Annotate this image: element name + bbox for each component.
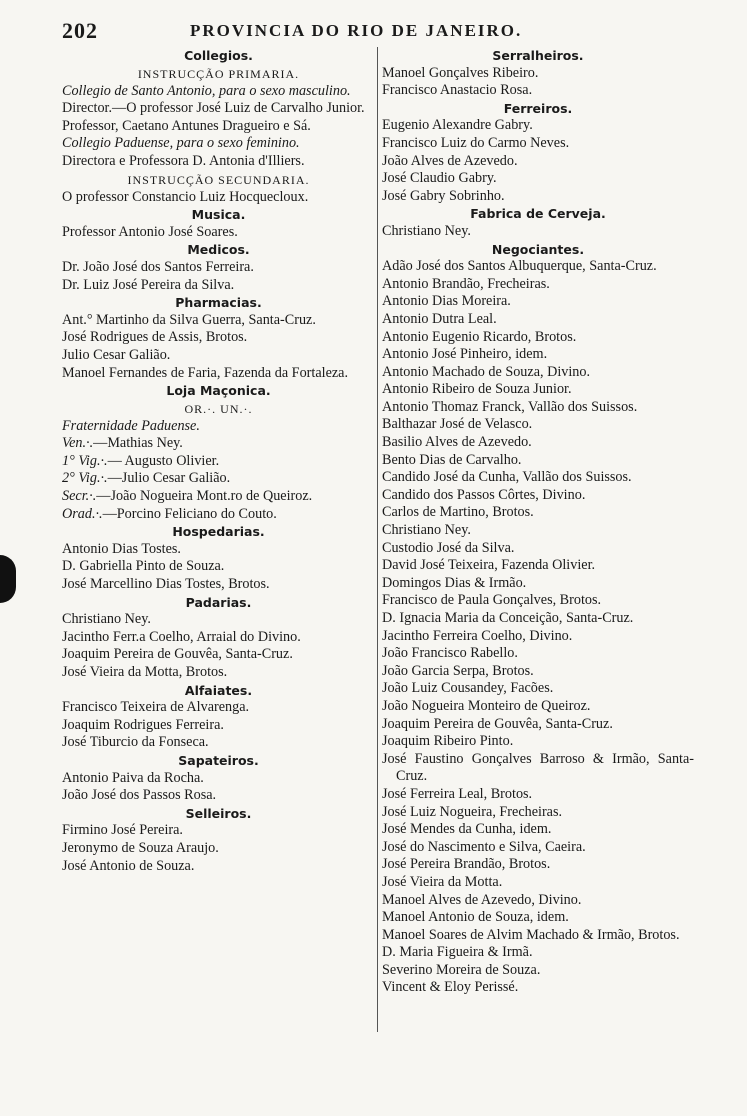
- section-heading: Negociantes.: [491, 241, 585, 257]
- institution-name: Collegio Paduense, para o sexo feminino.: [62, 135, 300, 152]
- directory-entry: João Francisco Rabello.: [382, 645, 518, 662]
- directory-entry: Eugenio Alexandre Gabry.: [382, 117, 533, 134]
- directory-entry: Ant.° Martinho da Silva Guerra, Santa-Cruz.: [62, 311, 316, 328]
- directory-entry: Antonio Thomaz Franck, Vallão dos Suissos.: [382, 398, 638, 415]
- directory-entry: José Faustino Gonçalves Barroso & Irmão, Santa-Cruz.: [382, 750, 694, 785]
- directory-entry: D. Maria Figueira & Irmã.: [382, 944, 533, 961]
- lodge-officer: [62, 506, 375, 524]
- directory-entry: José Vieira da Motta, Brotos.: [62, 664, 228, 680]
- directory-entry: Antonio Dutra Leal.: [382, 310, 497, 327]
- directory-entry: Jacintho Ferr.a Coelho, Arraial do Divino.: [62, 628, 301, 645]
- directory-entry: João José dos Passos Rosa.: [62, 787, 217, 804]
- section-heading: Sapateiros.: [178, 752, 259, 768]
- ink-blot: [0, 555, 16, 603]
- directory-entry: Christiano Ney.: [382, 522, 471, 539]
- officer-name: —Julio Cesar Galião.: [107, 470, 231, 487]
- directory-entry: José Pereira Brandão, Brotos.: [382, 856, 551, 873]
- officer-title: Orad.·.: [62, 505, 103, 522]
- directory-entry: Antonio Ribeiro de Souza Junior.: [382, 381, 572, 398]
- directory-entry: D. Gabriella Pinto de Souza.: [62, 558, 225, 575]
- directory-entry: Antonio Paiva da Rocha.: [62, 769, 204, 786]
- right-column: [382, 47, 694, 997]
- directory-entry: Professor Antonio José Soares.: [62, 223, 238, 240]
- section-heading: Musica.: [191, 207, 246, 223]
- officer-title: 2° Vig.·.: [62, 470, 108, 487]
- directory-entry: Directora e Professora D. Antonia d'Illiers.: [62, 152, 305, 169]
- officer-name: —Porcino Feliciano do Couto.: [102, 505, 277, 522]
- directory-entry: Francisco Luiz do Carmo Neves.: [382, 134, 570, 151]
- directory-entry: Vincent & Eloy Perissé.: [382, 979, 519, 996]
- lodge-officer: [62, 453, 375, 471]
- subsection-heading: INSTRUCÇÃO SECUNDARIA.: [127, 172, 310, 187]
- directory-entry: Carlos de Martino, Brotos.: [382, 504, 534, 521]
- section-heading: Collegios.: [184, 48, 253, 63]
- directory-entry: Antonio Dias Moreira.: [382, 293, 511, 310]
- directory-entry: Dr. Luiz José Pereira da Silva.: [62, 276, 235, 293]
- directory-entry: Adão José dos Santos Albuquerque, Santa-Cruz.: [382, 258, 657, 275]
- directory-entry: João Alves de Azevedo.: [382, 152, 518, 169]
- directory-entry: José Marcellino Dias Tostes, Brotos.: [62, 576, 270, 593]
- directory-entry: José do Nascimento e Silva, Caeira.: [382, 838, 586, 855]
- section-heading: Selleiros.: [185, 805, 252, 821]
- section-heading: Serralheiros.: [492, 48, 584, 63]
- section-heading: Hospedarias.: [172, 524, 265, 540]
- subsection-heading: OR.·. UN.·.: [184, 401, 253, 416]
- directory-entry: O professor Constancio Luiz Hocquecloux.: [62, 188, 309, 205]
- directory-entry: Dr. João José dos Santos Ferreira.: [62, 258, 254, 275]
- directory-entry: Director.—O professor José Luiz de Carvalho Junior.: [62, 100, 365, 117]
- directory-entry: Manoel Soares de Alvim Machado & Irmão, Brotos.: [382, 926, 680, 943]
- directory-entry: Christiano Ney.: [382, 222, 471, 239]
- officer-title: Secr.·.: [62, 488, 97, 505]
- directory-entry: Antonio José Pinheiro, idem.: [382, 346, 548, 363]
- lodge-officer: [62, 488, 375, 506]
- officer-title: Ven.·.: [62, 435, 94, 452]
- directory-entry: José Vieira da Motta.: [382, 873, 503, 890]
- directory-entry: David José Teixeira, Fazenda Olivier.: [382, 557, 596, 574]
- directory-entry: Joaquim Ribeiro Pinto.: [382, 733, 514, 750]
- directory-entry: D. Ignacia Maria da Conceição, Santa-Cruz.: [382, 610, 634, 626]
- directory-entry: José Antonio de Souza.: [62, 857, 195, 874]
- directory-entry: Custodio José da Silva.: [382, 539, 515, 556]
- directory-entry: Antonio Dias Tostes.: [62, 540, 181, 557]
- directory-entry: Christiano Ney.: [62, 611, 151, 628]
- directory-entry: Antonio Eugenio Ricardo, Brotos.: [382, 328, 577, 345]
- officer-name: —João Nogueira Mont.ro de Queiroz.: [96, 488, 313, 505]
- directory-entry: José Gabry Sobrinho.: [382, 187, 505, 204]
- directory-entry: Francisco Anastacio Rosa.: [382, 82, 533, 99]
- lodge-officer: [62, 435, 375, 453]
- directory-entry: Manoel Fernandes de Faria, Fazenda da Fortaleza.: [62, 364, 349, 381]
- directory-entry: Julio Cesar Galião.: [62, 346, 171, 363]
- directory-entry: Firmino José Pereira.: [62, 822, 183, 839]
- directory-entry: Manoel Antonio de Souza, idem.: [382, 909, 569, 926]
- section-heading: Padarias.: [185, 594, 252, 610]
- officer-name: — Augusto Olivier.: [107, 452, 220, 469]
- directory-entry: Antonio Machado de Souza, Divino.: [382, 363, 591, 380]
- directory-entry: Manoel Gonçalves Ribeiro.: [382, 64, 539, 81]
- directory-entry: José Tiburcio da Fonseca.: [62, 734, 209, 751]
- institution-name: Collegio de Santo Antonio, para o sexo masculino.: [62, 82, 351, 99]
- officer-title: 1° Vig.·.: [62, 452, 108, 469]
- directory-entry: Manoel Alves de Azevedo, Divino.: [382, 891, 582, 908]
- subsection-heading: INSTRUCÇÃO PRIMARIA.: [137, 66, 300, 81]
- institution-name: Fraternidade Paduense.: [62, 417, 200, 434]
- section-heading: Alfaiates.: [184, 682, 253, 698]
- directory-entry: Severino Moreira de Souza.: [382, 961, 541, 978]
- directory-entry: Jeronymo de Souza Araujo.: [62, 839, 219, 856]
- directory-entry: José Claudio Gabry.: [382, 170, 497, 187]
- directory-entry: Basilio Alves de Azevedo.: [382, 434, 532, 451]
- section-heading: Pharmacias.: [175, 295, 262, 311]
- section-heading: Medicos.: [187, 242, 250, 258]
- directory-entry: Bento Dias de Carvalho.: [382, 451, 522, 468]
- directory-entry: José Ferreira Leal, Brotos.: [382, 785, 533, 802]
- directory-entry: José Mendes da Cunha, idem.: [382, 821, 552, 838]
- directory-entry: José Rodrigues de Assis, Brotos.: [62, 329, 248, 346]
- page-header: [62, 18, 682, 46]
- directory-entry: Candido dos Passos Côrtes, Divino.: [382, 486, 586, 503]
- section-heading: Ferreiros.: [503, 100, 573, 116]
- directory-entry: Joaquim Pereira de Gouvêa, Santa-Cruz.: [382, 715, 613, 732]
- directory-entry: Francisco de Paula Gonçalves, Brotos.: [382, 592, 602, 609]
- directory-entry: João Nogueira Monteiro de Queiroz.: [382, 697, 591, 714]
- directory-entry: Joaquim Pereira de Gouvêa, Santa-Cruz.: [62, 646, 293, 663]
- directory-entry: Joaquim Rodrigues Ferreira.: [62, 716, 224, 733]
- directory-entry: Domingos Dias & Irmão.: [382, 574, 527, 591]
- left-column: [62, 47, 375, 875]
- directory-entry: João Garcia Serpa, Brotos.: [382, 662, 534, 679]
- directory-entry: Antonio Brandão, Frecheiras.: [382, 275, 550, 292]
- directory-entry: Francisco Teixeira de Alvarenga.: [62, 699, 250, 716]
- directory-entry: José Luiz Nogueira, Frecheiras.: [382, 803, 563, 820]
- column-divider: [377, 47, 378, 1032]
- section-heading: Loja Maçonica.: [166, 383, 271, 399]
- officer-name: —Mathias Ney.: [93, 435, 183, 452]
- directory-entry: Candido José da Cunha, Vallão dos Suissos.: [382, 469, 632, 486]
- page-number: 202: [62, 18, 98, 43]
- lodge-officer: [62, 470, 375, 488]
- directory-entry: João Luiz Cousandey, Facões.: [382, 680, 554, 697]
- directory-entry: Jacintho Ferreira Coelho, Divino.: [382, 627, 573, 644]
- running-title: PROVINCIA DO RIO DE JANEIRO.: [190, 21, 523, 40]
- directory-entry: Professor, Caetano Antunes Dragueiro e Sá.: [62, 117, 311, 134]
- section-heading: Fabrica de Cerveja.: [470, 206, 606, 222]
- directory-entry: Balthazar José de Velasco.: [382, 416, 533, 433]
